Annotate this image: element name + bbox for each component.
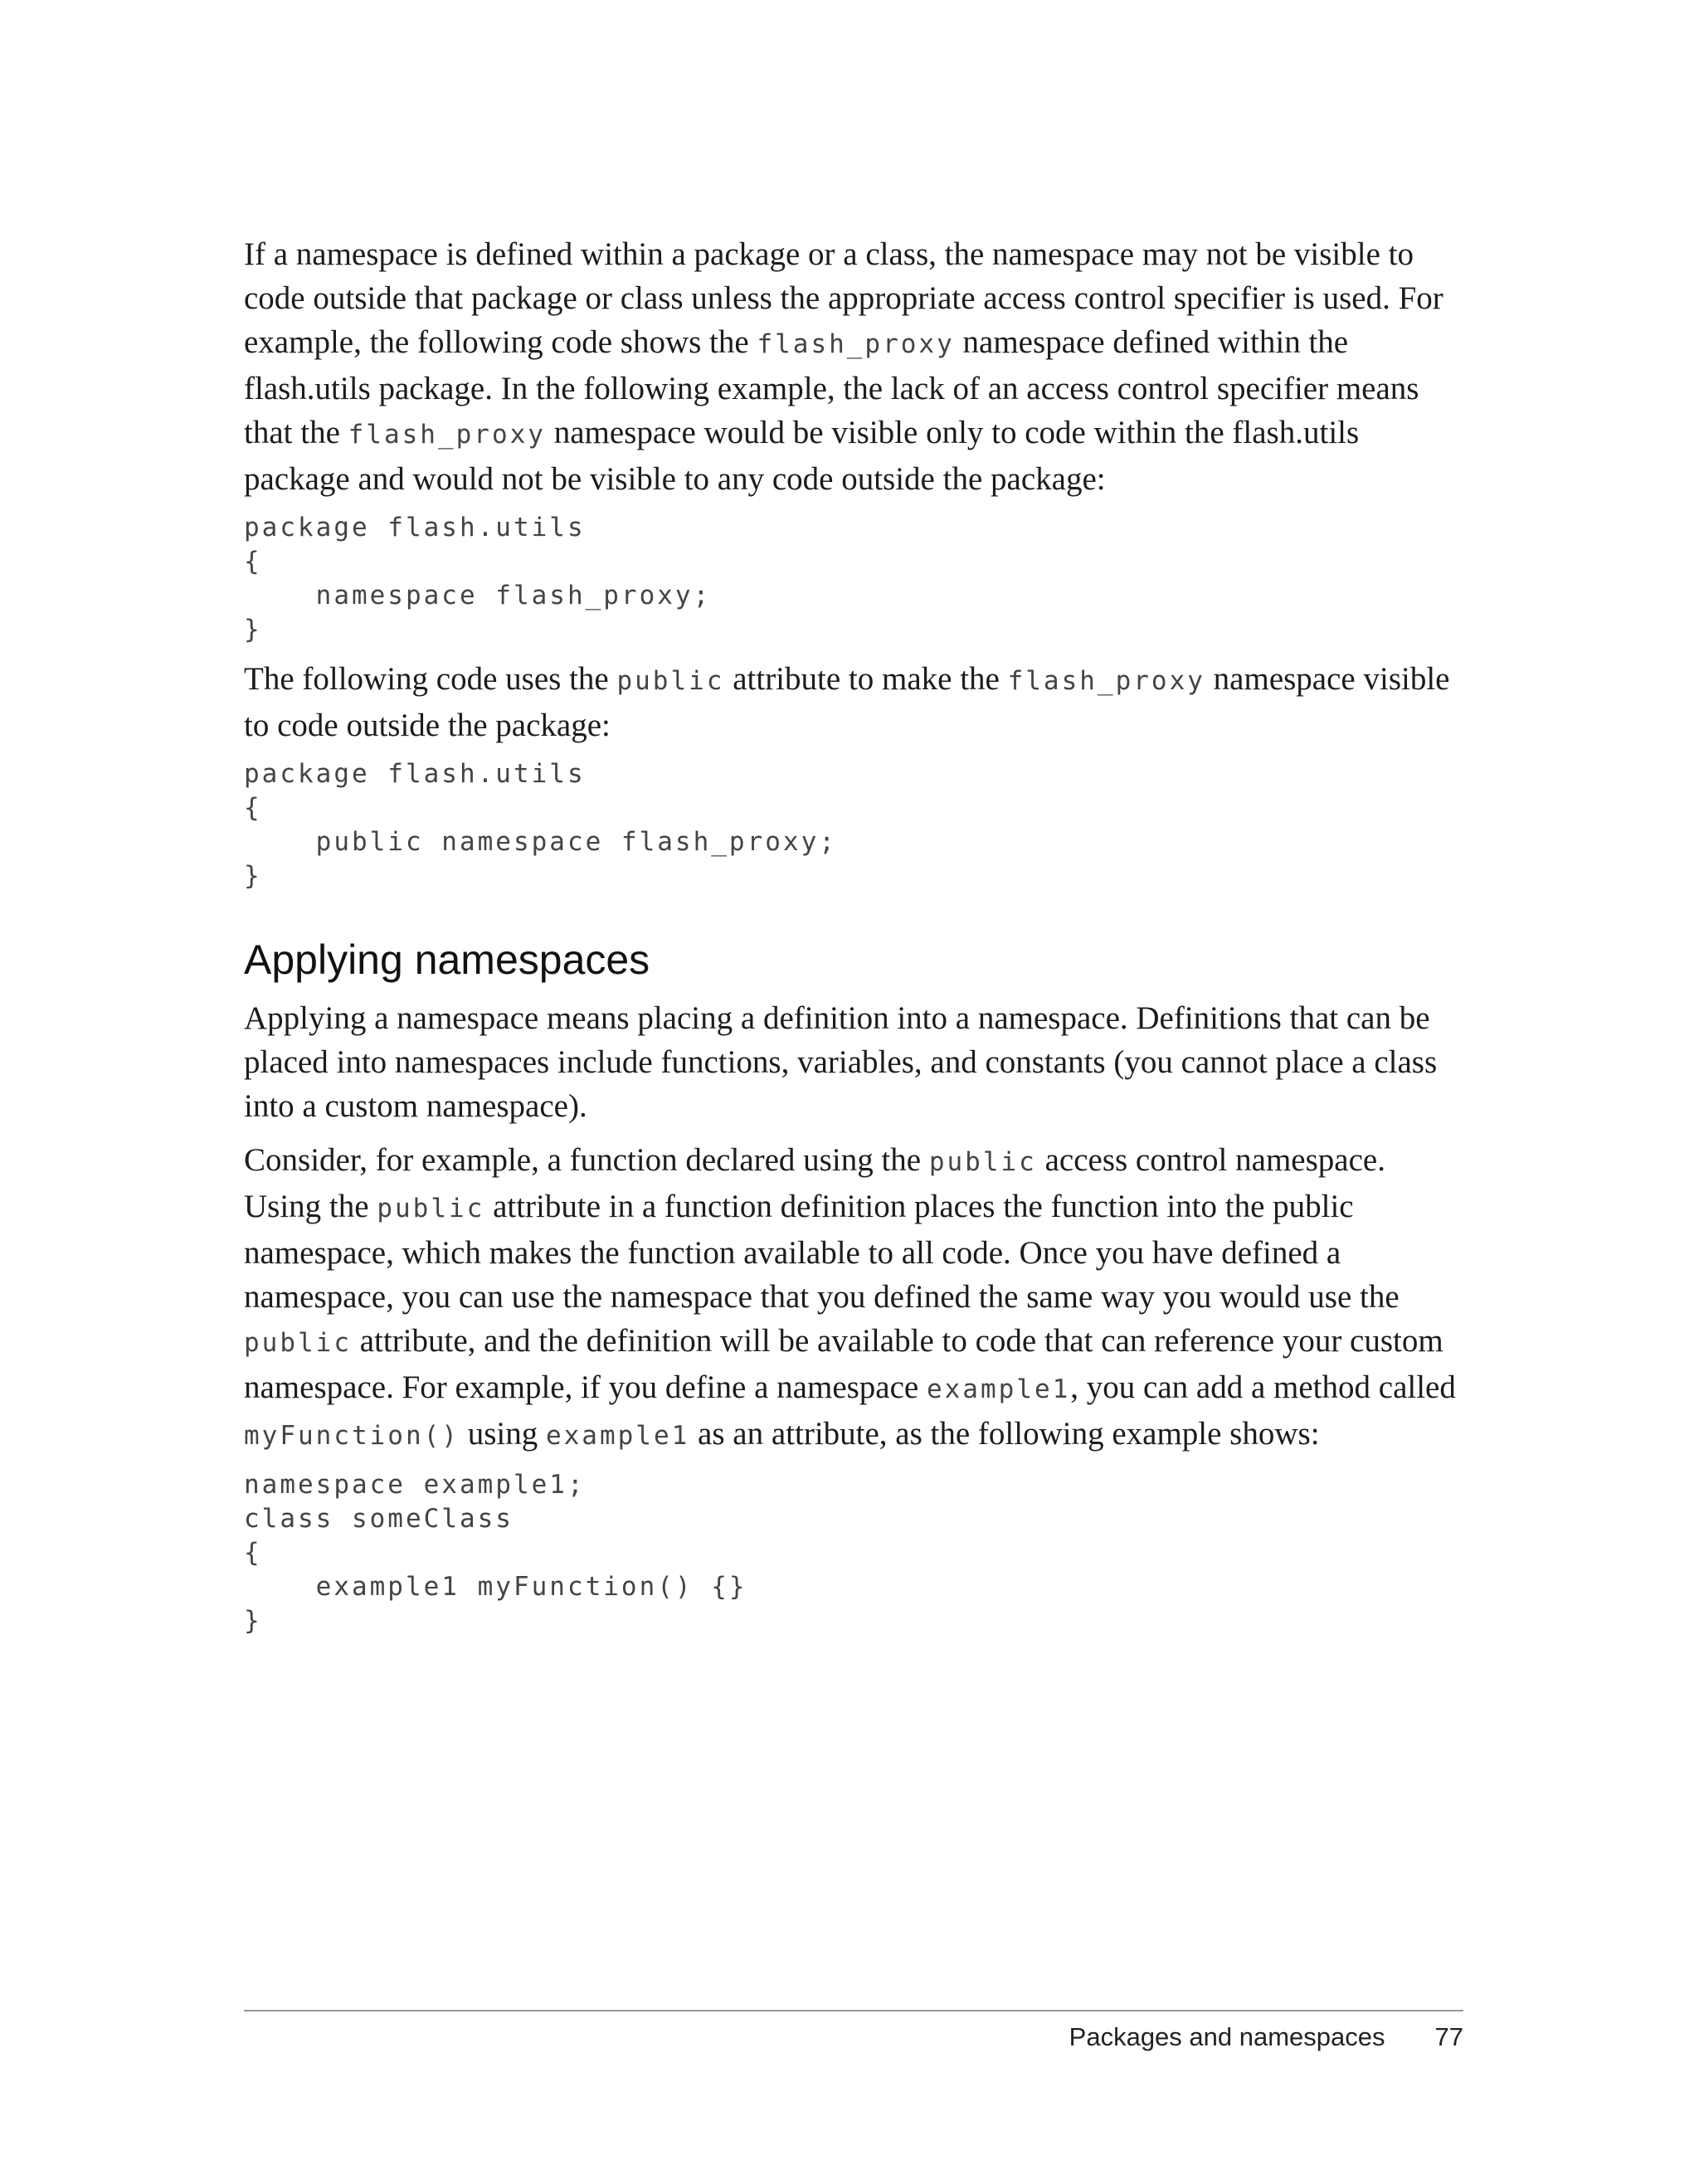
inline-code-example1: example1 (545, 1421, 690, 1451)
para4-text-a: Consider, for example, a function declared using the (244, 1142, 929, 1178)
code-line: package flash.utils (244, 513, 586, 542)
section-heading: Applying namespaces (244, 936, 650, 983)
para4-text-c: attribute in a function definition places the function into the public namespace, which makes the function available to all code. Once you have defined a namespace, you can use the namespace that you defined the same way you would use the (244, 1189, 1400, 1315)
para2-text-c: namespace visible to code outside the package: (244, 661, 1450, 743)
code-line: class someClass (244, 1504, 514, 1534)
inline-code-myfunction: myFunction() (244, 1421, 460, 1451)
inline-code-public: public (928, 1147, 1037, 1177)
intro-text-c: namespace would be visible only to code within the flash.utils package and would not be visible to any code outside the package: (244, 415, 1360, 497)
code-block-example-class (244, 1468, 1463, 1638)
page-number: 77 (1434, 2022, 1463, 2051)
para4-text-f: using (459, 1416, 546, 1452)
inline-code-public: public (377, 1194, 485, 1223)
intro-paragraph (244, 232, 1463, 501)
code-line: } (244, 615, 262, 644)
intro-text-a: If a namespace is defined within a package or a class, the namespace may not be visible to code outside that package or class unless the appropriate access control specifier is used. For example, the following code shows the (244, 236, 1443, 360)
para4-text-e: , you can add a method called (1070, 1369, 1456, 1405)
code-line: } (244, 861, 262, 891)
footer-divider (244, 2010, 1463, 2011)
code-line: example1 myFunction() {} (244, 1572, 747, 1602)
code-line: public namespace flash_proxy; (244, 827, 837, 857)
code-line: { (244, 547, 262, 576)
code-line: } (244, 1606, 262, 1636)
footer-chapter-title: Packages and namespaces (1069, 2022, 1385, 2051)
para2-text-a: The following code uses the (244, 661, 617, 697)
inline-code-flash-proxy: flash_proxy (757, 329, 955, 359)
intro-text-b: namespace defined within the flash.utils package. In the following example, the lack of an access control specifier means that the (244, 324, 1419, 450)
para4-text-g: as an attribute, as the following example shows: (689, 1416, 1320, 1452)
inline-code-flash-proxy: flash_proxy (1007, 666, 1205, 696)
code-block-public-namespace (244, 757, 1463, 893)
code-line: package flash.utils (244, 759, 586, 789)
inline-code-flash-proxy: flash_proxy (348, 420, 546, 450)
code-block-package-namespace (244, 511, 1463, 647)
code-line: namespace flash_proxy; (244, 581, 712, 610)
public-attribute-paragraph (244, 657, 1463, 747)
para4-text-d: attribute, and the definition will be available to code that can reference your custom namespace. For example, if you define a namespace (244, 1323, 1443, 1405)
applying-paragraph: Applying a namespace means placing a definition into a namespace. Definitions that can be placed into namespaces include functions, variables, and constants (you cannot place a class into a custom namespace). (244, 1000, 1438, 1124)
page-footer (1069, 2022, 1463, 2052)
page-content (244, 232, 1463, 1648)
para2-text-b: attribute to make the (724, 661, 1008, 697)
code-line: { (244, 1538, 262, 1568)
consider-paragraph (244, 1138, 1463, 1458)
inline-code-public: public (244, 1328, 352, 1358)
code-line: namespace example1; (244, 1470, 586, 1500)
inline-code-example1: example1 (926, 1374, 1071, 1404)
code-line: { (244, 793, 262, 823)
para4-text-b: access control namespace. Using the (244, 1142, 1385, 1224)
inline-code-public: public (616, 666, 725, 696)
